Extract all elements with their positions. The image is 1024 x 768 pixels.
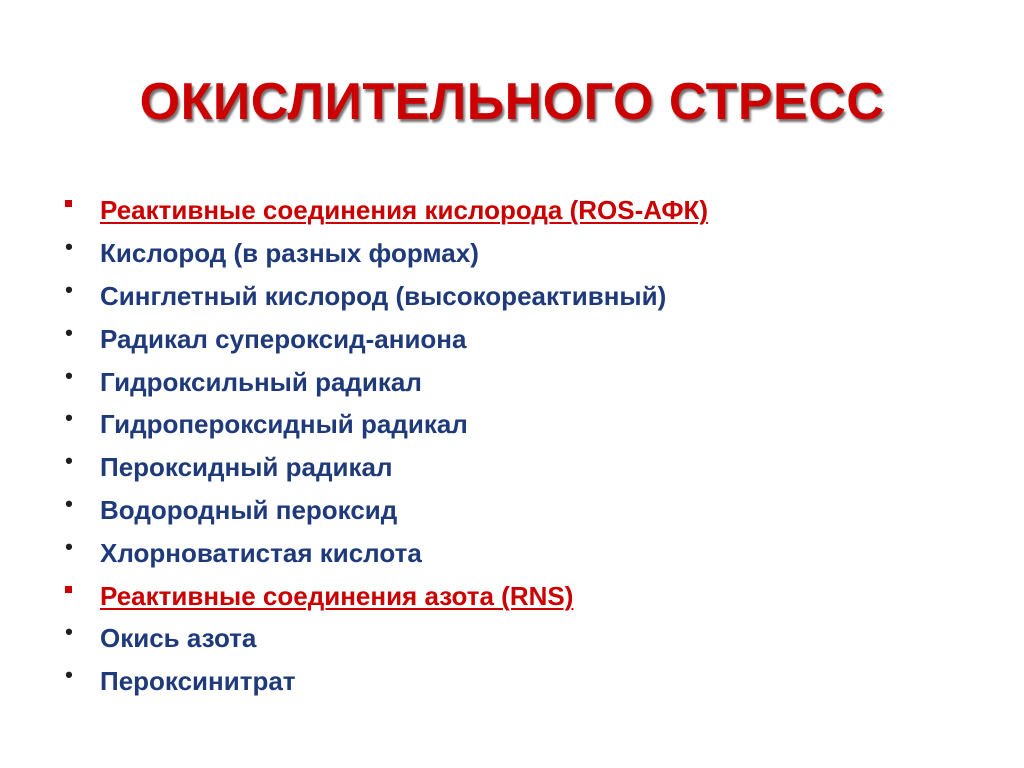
dot-bullet-icon: •	[65, 405, 73, 431]
list-item-text: Гидроксильный радикал	[100, 366, 422, 397]
dot-bullet-icon: •	[65, 362, 73, 388]
dot-bullet-icon: •	[65, 533, 73, 559]
list-item-text: Хлорноватистая кислота	[100, 537, 422, 568]
list-item-text: Синглетный кислород (высокореактивный)	[100, 280, 667, 311]
list-item	[62, 489, 982, 532]
list-item-text: Гидропероксидный радикал	[100, 409, 468, 440]
dot-bullet-icon: •	[65, 490, 73, 516]
list-item	[62, 275, 982, 318]
list-item	[62, 446, 982, 489]
list-item	[62, 360, 982, 403]
list-item	[62, 317, 982, 360]
list-item-text: Радикал супероксид-аниона	[100, 323, 467, 354]
list-item	[62, 189, 982, 232]
square-bullet-icon	[65, 200, 72, 207]
dot-bullet-icon: •	[65, 319, 73, 345]
list-item-text: Окись азота	[100, 623, 257, 654]
bullet-list	[62, 189, 982, 703]
dot-bullet-icon: •	[65, 276, 73, 302]
section-heading-text: Реактивные соединения кислорода (ROS-АФК)	[100, 195, 709, 226]
dot-bullet-icon: •	[65, 662, 73, 688]
dot-bullet-icon: •	[65, 448, 73, 474]
list-item	[62, 232, 982, 275]
dot-bullet-icon: •	[65, 619, 73, 645]
list-item-text: Кислород (в разных формах)	[100, 238, 479, 269]
square-bullet-icon	[65, 586, 72, 593]
list-item-text: Водородный пероксид	[100, 494, 398, 525]
list-item-text: Пероксидный радикал	[100, 452, 393, 483]
list-item-text: Пероксинитрат	[100, 666, 296, 697]
section-heading-text: Реактивные соединения азота (RNS)	[100, 580, 574, 611]
slide-title: ОКИСЛИТЕЛЬНОГО СТРЕСС	[139, 73, 885, 131]
list-item	[62, 531, 982, 574]
list-item	[62, 617, 982, 660]
list-item	[62, 403, 982, 446]
list-item	[62, 660, 982, 703]
dot-bullet-icon: •	[65, 234, 73, 260]
list-item	[62, 574, 982, 617]
